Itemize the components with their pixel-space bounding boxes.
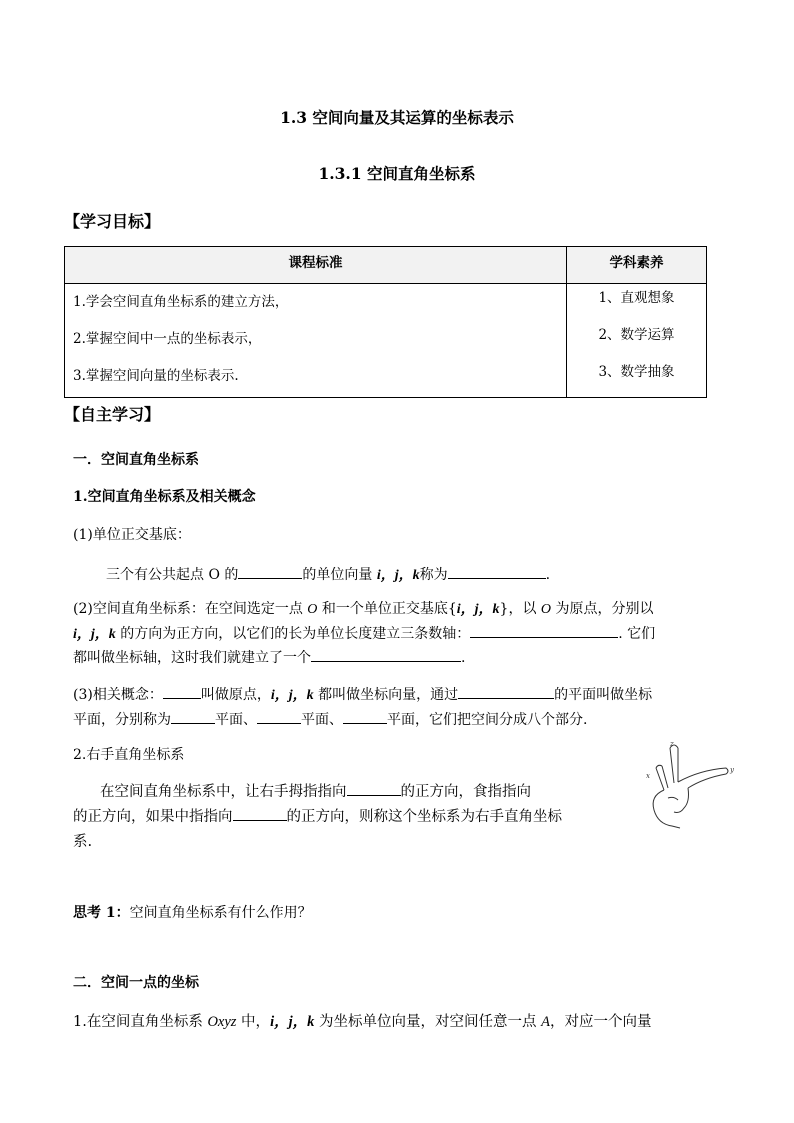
s2-text-b: 中， <box>236 1014 271 1030</box>
competency-item: 1、直观想象 <box>598 290 675 306</box>
blank <box>458 683 554 699</box>
rh-line2-text-a: 的正方向，如果中指指向 <box>73 809 233 825</box>
item2-line3-text: 都叫做坐标轴，这时我们就建立了一个 <box>73 650 311 666</box>
axis-label-x: x <box>646 772 650 780</box>
item2-line2 <box>73 622 655 643</box>
right-hand-line1 <box>100 780 531 801</box>
standards-cell <box>65 284 567 398</box>
item1-line <box>106 563 550 584</box>
oxyz: Oxyz <box>207 1014 237 1030</box>
standard-item: 2.掌握空间中一点的坐标表示， <box>73 331 262 347</box>
item2-text-c: }，以 <box>499 601 541 617</box>
rh-text-b: 的正方向，食指指向 <box>400 784 531 800</box>
axis-label-y: y <box>730 766 734 774</box>
rh-line2-text-b: 的正方向，则称这个坐标系为右手直角坐标 <box>286 809 562 825</box>
think1 <box>73 902 312 922</box>
standard-item: 3.掌握空间向量的坐标表示. <box>73 368 239 384</box>
item2-line2-text-b: . 它们 <box>618 626 656 642</box>
header-competency: 学科素养 <box>567 247 707 284</box>
section1-heading: 一．空间直角坐标系 <box>73 452 199 468</box>
item2-text-b: 和一个单位正交基底{ <box>317 601 457 617</box>
item1-text-b: 的单位向量 <box>302 567 377 583</box>
blank <box>257 708 301 724</box>
item2-line3-end: . <box>461 650 466 666</box>
rh-text-a: 在空间直角坐标系中，让右手拇指指向 <box>100 784 347 800</box>
s2-text-c: 为坐标单位向量，对空间任意一点 <box>314 1014 542 1030</box>
competency-item: 2、数学运算 <box>598 327 675 343</box>
blank <box>343 708 387 724</box>
right-hand-line3: 系. <box>73 834 93 850</box>
item2-line2-text-a: 的方向为正方向，以它们的长为单位长度建立三条数轴： <box>115 626 471 642</box>
vectors-ijk: i，j，k <box>270 688 314 703</box>
item3-line2 <box>73 708 587 729</box>
learning-goals-table <box>64 246 707 398</box>
item1-text-a: 三个有公共起点 O 的 <box>106 567 239 583</box>
item1-text-c: 称为 <box>419 567 448 583</box>
item3-text-d: 的平面叫做坐标 <box>554 687 653 703</box>
item2-text-d: 为原点，分别以 <box>551 601 654 617</box>
s2-text-d: ，对应一个向量 <box>549 1014 652 1030</box>
right-hand-line2 <box>73 805 562 826</box>
origin-O: O <box>307 602 318 617</box>
header-standard: 课程标准 <box>65 247 567 284</box>
section1-sub2: 2.右手直角坐标系 <box>73 747 185 763</box>
self-study-heading: 【自主学习】 <box>64 405 161 424</box>
item3-text-b: 叫做原点， <box>200 687 271 703</box>
vectors-ijk: i，j，k <box>73 627 116 642</box>
item3-line2-text-a: 平面，分别称为 <box>73 712 171 728</box>
page-title: 1.3 空间向量及其运算的坐标表示 <box>280 108 514 127</box>
s2-text-a: 1.在空间直角坐标系 <box>73 1014 208 1030</box>
item3-line2-text-b: 平面、 <box>215 712 257 728</box>
blank <box>233 805 287 821</box>
blank <box>311 646 461 662</box>
axis-label-z: z <box>670 740 674 748</box>
section1-sub1: 1.空间直角坐标系及相关概念 <box>73 489 256 505</box>
item3-text-c: 都叫做坐标向量，通过 <box>313 687 459 703</box>
item2-line1 <box>73 598 653 618</box>
blank <box>171 708 215 724</box>
goals-heading: 【学习目标】 <box>64 212 161 231</box>
competency-item: 3、数学抽象 <box>598 364 675 380</box>
section2-heading: 二．空间一点的坐标 <box>73 975 199 991</box>
section2-line1 <box>73 1010 651 1031</box>
origin-O: O <box>540 602 552 617</box>
competencies-cell <box>567 284 707 398</box>
item3-line1 <box>73 683 652 704</box>
item3-line2-text-c: 平面、 <box>301 712 343 728</box>
item1-label: (1)单位正交基底： <box>73 527 191 543</box>
right-hand-illustration <box>640 738 740 830</box>
page-subtitle: 1.3.1 空间直角坐标系 <box>318 164 476 183</box>
point-A: A <box>541 1014 550 1030</box>
item1-end: . <box>545 567 551 583</box>
vectors-ijk: i，j，k <box>270 1014 315 1030</box>
item3-line2-text-d: 平面，它们把空间分成八个部分. <box>387 712 588 728</box>
blank <box>163 683 201 699</box>
blank <box>238 563 302 579</box>
item3-text-a: (3)相关概念： <box>73 687 163 703</box>
vectors-ijk: i，j，k <box>456 602 500 617</box>
think1-text: 空间直角坐标系有什么作用？ <box>129 905 312 921</box>
item2-text-a: (2)空间直角坐标系：在空间选定一点 <box>73 601 308 617</box>
blank <box>347 780 401 796</box>
standard-item: 1.学会空间直角坐标系的建立方法， <box>73 294 289 310</box>
blank <box>448 563 546 579</box>
think1-label: 思考 1： <box>73 905 130 921</box>
item2-line3 <box>73 646 465 667</box>
vectors-ijk: i，j，k <box>376 568 420 583</box>
blank <box>470 622 618 638</box>
